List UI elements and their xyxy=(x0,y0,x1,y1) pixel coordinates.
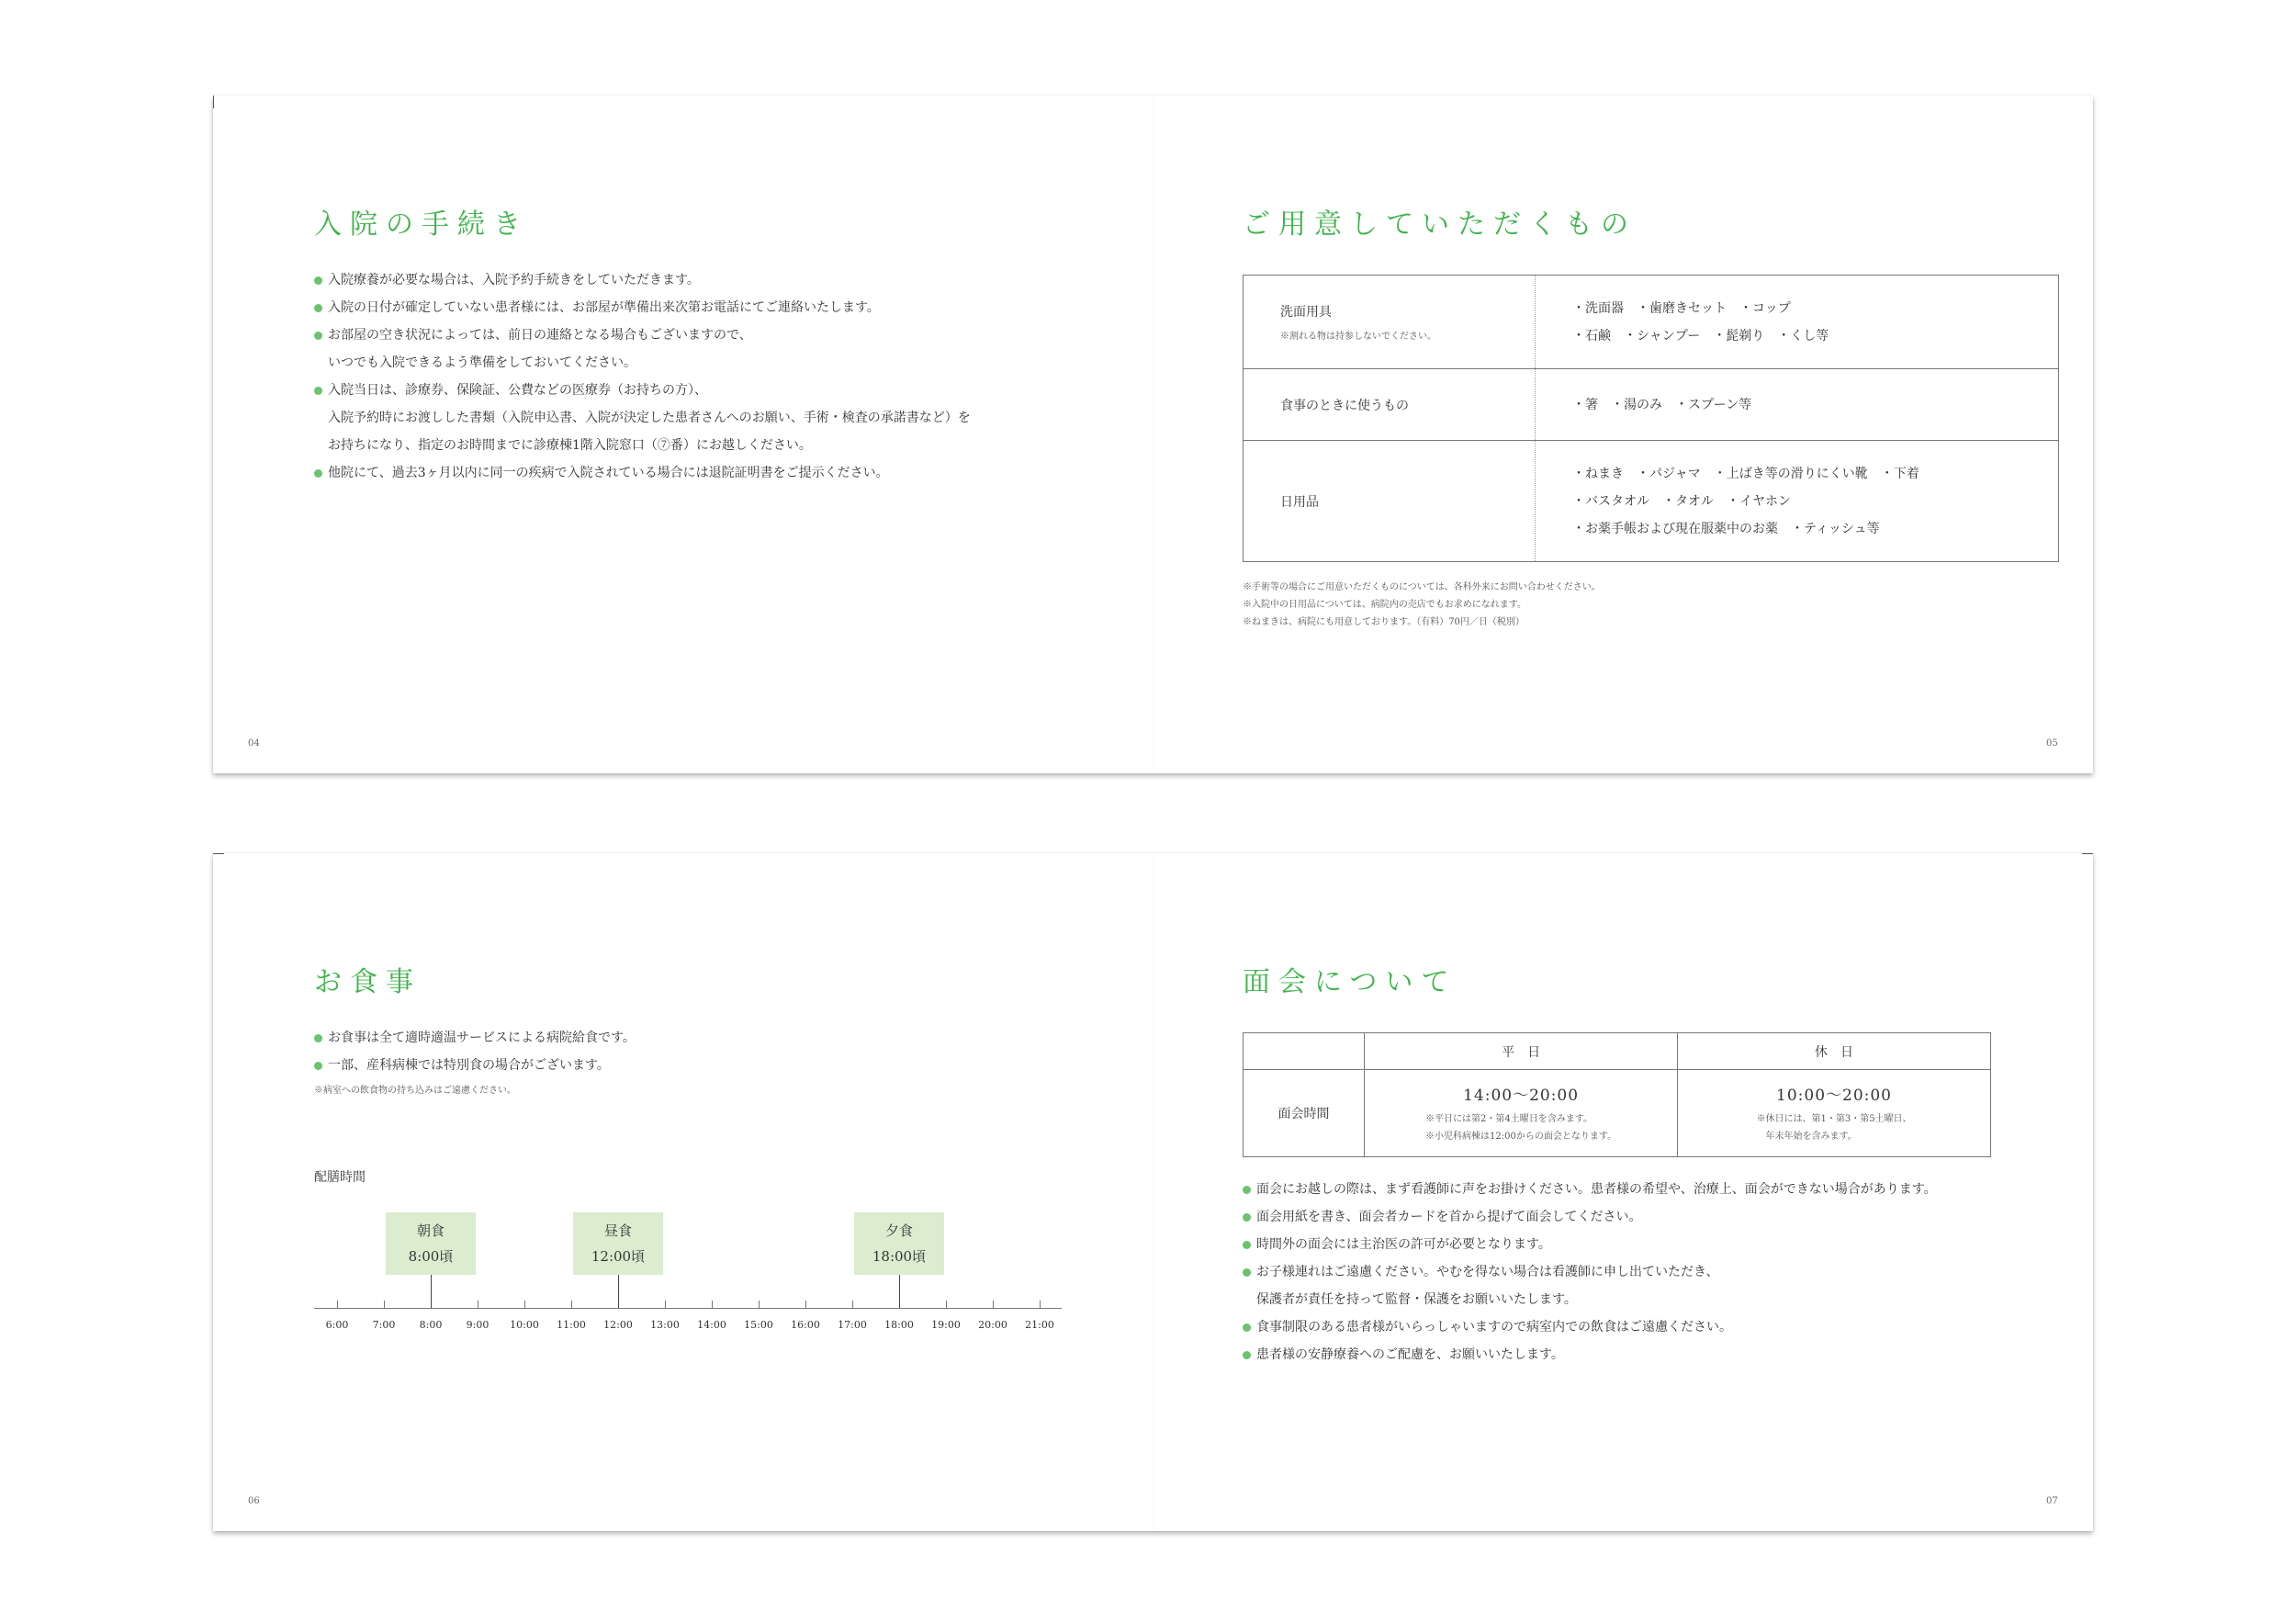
bullet-item xyxy=(314,377,971,459)
bullet-dot-icon xyxy=(314,469,322,478)
schedule-label: 配膳時間 xyxy=(314,1170,366,1185)
timeline-tick-label: 14:00 xyxy=(697,1319,726,1331)
bullet-dot-icon xyxy=(1243,1324,1251,1332)
prepare-row xyxy=(1244,441,2059,562)
prepare-row-items-cell xyxy=(1536,441,2059,562)
timeline-axis xyxy=(314,1308,1062,1309)
bullet-text-line: 患者様の安静療養へのご配慮を、お願いいたします。 xyxy=(1256,1347,1564,1362)
timeline-tick xyxy=(759,1301,760,1308)
prepare-row-label: 日用品 xyxy=(1280,494,1319,510)
bullet-text-line: 保護者が責任を持って監督・保護をお願いいたします。 xyxy=(1256,1292,1577,1307)
meal-connector-line xyxy=(431,1275,432,1308)
bullet-text-line: 入院の日付が確定していない患者様には、お部屋が準備出来次第お電話にてご連絡いたします。 xyxy=(328,300,880,315)
visiting-holiday-note: ※休日には、第1・第3・第5土曜日、 xyxy=(1756,1113,1912,1124)
visiting-header-holiday: 休 日 xyxy=(1678,1033,1991,1070)
admission-bullet-list xyxy=(314,266,971,487)
spread-fold xyxy=(1153,96,1154,773)
prepare-row-items-cell xyxy=(1536,276,2059,369)
timeline-tick-label: 21:00 xyxy=(1025,1319,1054,1331)
prepare-row-label: 食事のときに使うもの xyxy=(1280,398,1409,413)
timeline-tick-label: 20:00 xyxy=(978,1319,1007,1331)
bullet-dot-icon xyxy=(314,276,322,285)
timeline-tick xyxy=(384,1301,385,1308)
prepare-item-line: ・バスタオル ・タオル ・イヤホン xyxy=(1572,493,1791,509)
meal-time-box xyxy=(573,1212,663,1275)
timeline-tick-label: 16:00 xyxy=(791,1319,820,1331)
visiting-weekday-note: ※小児科病棟は12:00からの面会となります。 xyxy=(1425,1131,1617,1142)
meals-bullet-list xyxy=(314,1024,636,1079)
bullet-item xyxy=(1243,1231,1937,1258)
bullet-text-line: 面会にお越しの際は、まず看護師に声をお掛けください。患者様の希望や、治療上、面会ができない場合があります。 xyxy=(1256,1182,1937,1197)
prepare-row-label-cell xyxy=(1244,369,1536,441)
bullet-item xyxy=(1243,1341,1937,1369)
bullet-text-line: いつでも入院できるよう準備をしておいてください。 xyxy=(328,355,636,370)
prepare-row-label: 洗面用具 xyxy=(1280,305,1332,320)
timeline-tick xyxy=(712,1301,713,1308)
meal-connector-line xyxy=(618,1275,619,1308)
timeline-tick-label: 8:00 xyxy=(419,1319,443,1331)
bullet-item xyxy=(314,459,971,487)
bullet-item xyxy=(314,266,971,294)
timeline-tick-label: 6:00 xyxy=(325,1319,349,1331)
prepare-table xyxy=(1243,275,2059,562)
bullet-dot-icon xyxy=(314,1034,322,1042)
timeline-tick-label: 13:00 xyxy=(650,1319,680,1331)
timeline-tick-label: 15:00 xyxy=(744,1319,773,1331)
timeline-tick xyxy=(571,1301,572,1308)
visiting-title: 面会について xyxy=(1243,966,1458,998)
bullet-text-line: お食事は全て適時適温サービスによる病院給食です。 xyxy=(328,1031,636,1045)
prepare-row-items-cell xyxy=(1536,369,2059,441)
bullet-text-line: 入院当日は、診療券、保険証、公費などの医療券（お持ちの方）、 xyxy=(328,383,707,398)
bullet-item xyxy=(314,1024,636,1052)
meal-time-box xyxy=(386,1212,476,1275)
spread-pages-04-05 xyxy=(213,96,2093,773)
page-number: 05 xyxy=(2046,738,2058,749)
bullet-text-line: 一部、産科病棟では特別食の場合がございます。 xyxy=(328,1058,610,1073)
visiting-bullet-list xyxy=(1243,1176,1937,1369)
bullet-dot-icon xyxy=(314,332,322,340)
bullet-item xyxy=(314,321,971,377)
timeline-tick-label: 7:00 xyxy=(372,1319,396,1331)
visiting-weekday-cell xyxy=(1365,1070,1678,1157)
visiting-row-label: 面会時間 xyxy=(1244,1070,1365,1157)
prepare-title: ご用意していただくもの xyxy=(1243,208,1637,241)
timeline-tick-label: 12:00 xyxy=(603,1319,633,1331)
prepare-item-line: ・洗面器 ・歯磨きセット ・コップ xyxy=(1572,300,1791,316)
bullet-dot-icon xyxy=(314,1062,322,1070)
visiting-table xyxy=(1243,1032,1991,1157)
visiting-weekday-time: 14:00〜20:00 xyxy=(1463,1086,1580,1105)
bullet-text-line: 時間外の面会には主治医の許可が必要となります。 xyxy=(1256,1237,1551,1252)
meal-name: 昼食 xyxy=(603,1222,632,1239)
prepare-note: ※手術等の場合にご用意いただくものについては、各科外来にお問い合わせください。 xyxy=(1243,582,1601,592)
visiting-holiday-time: 10:00〜20:00 xyxy=(1776,1086,1892,1105)
bullet-text-line: お持ちになり、指定のお時間までに診療棟1階入院窓口（⑦番）にお越しください。 xyxy=(328,438,812,453)
timeline-tick xyxy=(524,1301,525,1308)
bullet-dot-icon xyxy=(1243,1186,1251,1194)
crop-mark xyxy=(213,853,224,854)
timeline-tick xyxy=(852,1301,853,1308)
visiting-header-weekday: 平 日 xyxy=(1365,1033,1678,1070)
timeline-tick xyxy=(665,1301,666,1308)
bullet-item xyxy=(314,1052,636,1079)
visiting-holiday-note: 年末年始を含みます。 xyxy=(1756,1131,1857,1142)
meal-time: 8:00頃 xyxy=(408,1248,454,1265)
bullet-text-line: お部屋の空き状況によっては、前日の連絡となる場合もございますので、 xyxy=(328,328,752,343)
prepare-item-line: ・ねまき ・パジャマ ・上ばき等の滑りにくい靴 ・下着 xyxy=(1572,466,1919,481)
bullet-dot-icon xyxy=(1243,1213,1251,1222)
timeline-tick xyxy=(337,1301,338,1308)
timeline-tick-label: 17:00 xyxy=(838,1319,867,1331)
visiting-weekday-note: ※平日には第2・第4土曜日を含みます。 xyxy=(1425,1113,1593,1124)
bullet-text-line: 他院にて、過去3ヶ月以内に同一の疾病で入院されている場合には退院証明書をご提示ください。 xyxy=(328,466,889,480)
crop-mark xyxy=(2082,853,2093,854)
meal-time: 18:00頃 xyxy=(872,1248,927,1265)
prepare-note: ※入院中の日用品については、病院内の売店でもお求めになれます。 xyxy=(1243,600,1526,610)
prepare-row-label-cell xyxy=(1244,276,1536,369)
bullet-item xyxy=(1243,1258,1937,1313)
prepare-row xyxy=(1244,276,2059,369)
bullet-item xyxy=(314,294,971,321)
timeline-tick xyxy=(946,1301,947,1308)
timeline-tick-label: 18:00 xyxy=(884,1319,914,1331)
page-number: 07 xyxy=(2046,1496,2058,1506)
visiting-holiday-cell xyxy=(1678,1070,1991,1157)
timeline-tick-label: 9:00 xyxy=(466,1319,490,1331)
timeline-tick-label: 19:00 xyxy=(931,1319,961,1331)
prepare-item-line: ・箸 ・湯のみ ・スプーン等 xyxy=(1572,397,1752,412)
visiting-hours-row xyxy=(1244,1070,1991,1157)
bullet-dot-icon xyxy=(1243,1351,1251,1359)
visiting-header-row xyxy=(1244,1033,1991,1070)
page-number: 04 xyxy=(248,738,260,749)
spread-pages-06-07 xyxy=(213,853,2093,1531)
meal-connector-line xyxy=(899,1275,900,1308)
bullet-text-line: 食事制限のある患者様がいらっしゃいますので病室内での飲食はご遠慮ください。 xyxy=(1256,1320,1732,1335)
meal-name: 朝食 xyxy=(416,1222,445,1239)
meal-time-box xyxy=(854,1212,944,1275)
admission-title: 入院の手続き xyxy=(314,208,529,241)
prepare-item-line: ・石鹸 ・シャンプー ・髭剃り ・くし等 xyxy=(1572,328,1829,344)
bullet-item xyxy=(1243,1176,1937,1203)
timeline-tick xyxy=(993,1301,994,1308)
timeline-tick xyxy=(805,1301,806,1308)
crop-mark xyxy=(213,96,214,108)
meal-name: 夕食 xyxy=(884,1222,913,1239)
bullet-dot-icon xyxy=(1243,1241,1251,1249)
bullet-text-line: 入院予約時にお渡しした書類（入院申込書、入院が決定した患者さんへのお願い、手術・検査の承諾書など）を xyxy=(328,411,971,425)
timeline-tick-label: 11:00 xyxy=(557,1319,586,1331)
prepare-note: ※ねまきは、病院にも用意しております。（有料）70円／日（税別） xyxy=(1243,617,1525,627)
timeline-tick-label: 10:00 xyxy=(510,1319,539,1331)
page-number: 06 xyxy=(248,1496,260,1506)
bullet-dot-icon xyxy=(314,304,322,312)
timeline-tick xyxy=(1040,1301,1041,1308)
prepare-row-label-cell xyxy=(1244,441,1536,562)
bullet-dot-icon xyxy=(314,387,322,395)
bullet-text-line: 面会用紙を書き、面会者カードを首から提げて面会してください。 xyxy=(1256,1210,1642,1224)
bullet-text-line: 入院療養が必要な場合は、入院予約手続きをしていただきます。 xyxy=(328,273,700,287)
prepare-notes xyxy=(1243,579,1601,631)
bullet-item xyxy=(1243,1203,1937,1231)
meals-note: ※病室への飲食物の持ち込みはご遠慮ください。 xyxy=(314,1086,516,1096)
meals-title: お食事 xyxy=(314,966,422,998)
bullet-dot-icon xyxy=(1243,1268,1251,1277)
spread-fold xyxy=(1153,853,1154,1531)
prepare-row xyxy=(1244,369,2059,441)
prepare-item-line: ・お薬手帳および現在服薬中のお薬 ・ティッシュ等 xyxy=(1572,521,1880,536)
visiting-header-blank xyxy=(1244,1033,1365,1070)
bullet-text-line: お子様連れはご遠慮ください。やむを得ない場合は看護師に申し出ていただき、 xyxy=(1256,1265,1719,1279)
prepare-row-sub: ※割れる物は持参しないでください。 xyxy=(1280,332,1436,342)
bullet-item xyxy=(1243,1313,1937,1341)
meal-time: 12:00頃 xyxy=(591,1248,646,1265)
